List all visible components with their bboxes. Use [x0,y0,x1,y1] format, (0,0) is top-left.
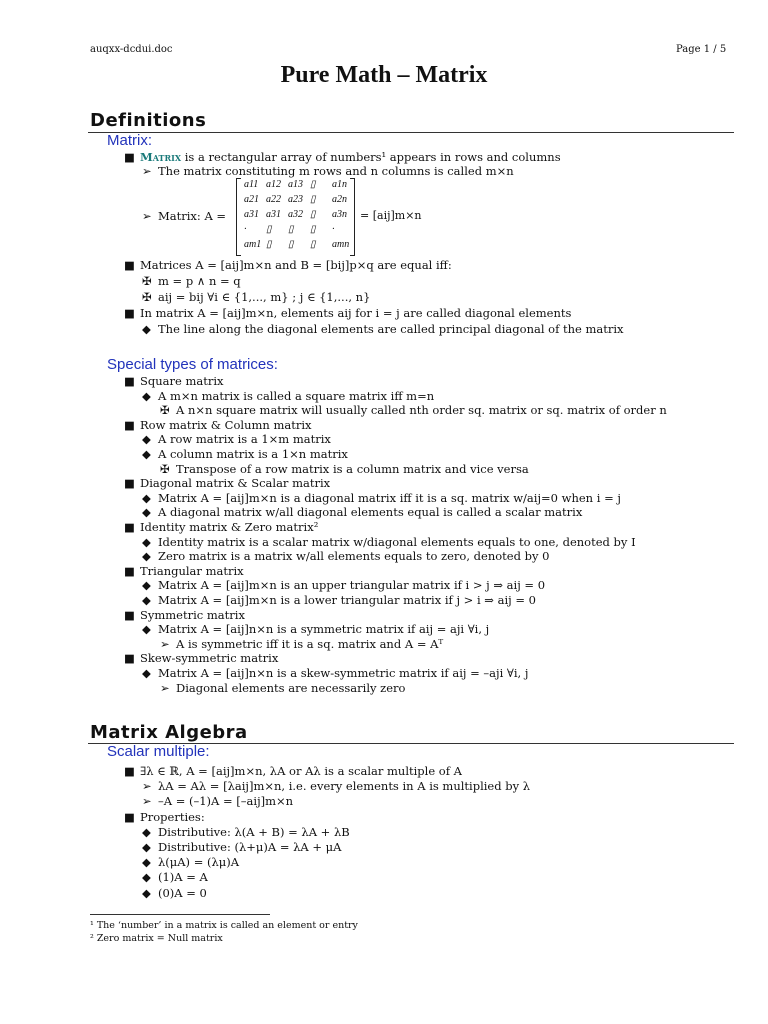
list-text: ∃λ ∈ ℝ, A = [aij]m×n, λA or Aλ is a scalar multiple of A [140,764,462,778]
matrix-cell: ▯ [310,194,316,205]
cross-bullet-icon: ✠ [142,274,152,288]
diamond-bullet-icon: ◆ [142,666,151,680]
diamond-bullet-icon: ◆ [142,322,151,336]
list-item [124,418,312,432]
list-text: A column matrix is a 1×n matrix [158,447,348,461]
bullet-square-icon: ■ [124,476,135,491]
list-item [142,549,549,563]
list-text: Zero matrix is a matrix w/all elements equals to zero, denoted by 0 [158,549,550,564]
subheading-scalar-multiple: Scalar multiple: [107,743,210,760]
matrix-cell: a23 [288,194,303,205]
cross-bullet-icon: ✠ [160,403,170,418]
bullet-square-icon: ■ [124,809,135,824]
diamond-bullet-icon: ◆ [142,432,151,447]
list-item [142,840,341,854]
diamond-bullet-icon: ◆ [142,870,151,885]
list-text: Symmetric matrix [140,607,245,622]
list-text: Square matrix [140,374,224,388]
list-item [142,389,434,403]
list-item [124,374,224,388]
arrow-bullet-icon: ➢ [142,209,152,223]
footnote-separator [90,914,270,915]
list-item [142,779,530,793]
matrix-cell: a32 [288,209,303,220]
list-item [160,462,529,476]
list-item [142,535,636,549]
list-item [160,637,443,651]
cross-bullet-icon: ✠ [160,461,170,476]
matrix-cell: · [332,224,335,235]
keyword-matrix: Matrix [140,150,182,164]
section-heading-matrix-algebra: Matrix Algebra [90,722,248,743]
bullet-square-icon: ■ [124,563,135,578]
list-text: aij = bij ∀i ∈ {1,..., m} ; j ∈ {1,..., n} [158,290,371,304]
matrix-cell: a12 [266,179,281,190]
list-text: The line along the diagonal elements are called principal diagonal of the matrix [158,322,624,336]
matrix-cell: ▯ [288,239,294,250]
diamond-bullet-icon: ◆ [142,447,151,461]
page-title: Pure Math – Matrix [280,62,488,88]
list-item [142,855,239,869]
diamond-bullet-icon: ◆ [142,593,151,607]
diamond-bullet-icon: ◆ [142,578,151,593]
list-item [142,825,350,839]
list-item [124,764,462,778]
list-text: A n×n square matrix will usually called nth order sq. matrix or sq. matrix of order n [176,403,667,418]
list-item [142,505,582,519]
matrix-cell: a13 [288,179,303,190]
list-text: Transpose of a row matrix is a column matrix and vice versa [176,461,529,476]
list-item [142,794,293,808]
list-item [142,447,348,461]
cross-bullet-icon: ✠ [142,290,152,304]
list-text: Row matrix & Column matrix [140,417,312,432]
list-text: Skew-symmetric matrix [140,651,279,666]
list-text: In matrix A = [aij]m×n, elements aij for i = j are called diagonal elements [140,306,572,320]
diamond-bullet-icon: ◆ [142,534,151,549]
list-text: (1)A = A [158,870,208,885]
list-text: (0)A = 0 [158,885,207,900]
list-item [124,258,452,272]
list-item [124,810,205,824]
list-item [142,164,514,178]
matrix-cell: a22 [266,194,281,205]
list-text: Matrix A = [aij]n×n is a symmetric matrix if aij = aji ∀i, j [158,622,490,637]
list-text: –A = (–1)A = [–aij]m×n [158,794,294,809]
matrix-cell: a3n [332,209,347,220]
section-heading-definitions: Definitions [90,110,207,131]
footnote-2: ² Zero matrix = Null matrix [90,933,223,944]
list-item [124,651,278,665]
matrix-cell: ▯ [310,239,316,250]
matrix-cell: ▯ [266,239,272,250]
left-bracket [236,178,241,256]
arrow-bullet-icon: ➢ [142,794,152,809]
list-text: Triangular matrix [140,563,244,578]
page-number: Page 1 / 5 [676,44,727,55]
list-item [142,886,207,900]
matrix-cell: ▯ [288,224,294,235]
bullet-square-icon: ■ [124,150,135,164]
bullet-square-icon: ■ [124,258,135,272]
matrix-cell: ▯ [266,224,272,235]
matrix-rhs: = [aij]m×n [360,209,422,222]
matrix-cell: a1n [332,179,347,190]
list-text: Matrix A = [aij]n×n is a skew-symmetric matrix if aij = –aji ∀i, j [158,666,529,680]
bullet-square-icon: ■ [124,764,135,778]
diamond-bullet-icon: ◆ [142,490,151,505]
matrix-label: Matrix: A = [158,209,227,223]
list-text: Properties: [140,809,205,824]
list-item [142,290,370,304]
arrow-bullet-icon: ➢ [142,164,152,178]
list-item [160,403,667,417]
diamond-bullet-icon: ◆ [142,840,151,854]
list-text: λA = Aλ = [λaij]m×n, i.e. every elements in A is multiplied by λ [158,779,531,794]
list-item [142,622,489,636]
bullet-square-icon: ■ [124,374,135,388]
list-text: Matrices A = [aij]m×n and B = [bij]p×q are equal iff: [140,258,452,272]
diamond-bullet-icon: ◆ [142,622,151,637]
list-item [142,491,621,505]
list-text: A is symmetric iff it is a sq. matrix and A = Aᵀ [176,636,444,651]
list-item [142,432,331,446]
matrix-cell: a21 [244,194,259,205]
list-item [124,306,571,320]
list-text: Distributive: (λ+μ)A = λA + μA [158,840,342,854]
section-rule [88,132,734,133]
matrix-cell: am1 [244,239,262,250]
bullet-square-icon: ■ [124,417,135,432]
list-item [142,578,545,592]
list-item [142,274,241,288]
list-item [124,520,318,534]
matrix-display [236,178,356,256]
arrow-bullet-icon: ➢ [142,779,152,794]
list-item [142,593,536,607]
matrix-cell: ▯ [310,209,316,220]
arrow-bullet-icon: ➢ [160,680,170,695]
list-item [142,209,226,223]
list-item [124,476,330,490]
definition-text: is a rectangular array of numbers¹ appears in rows and columns [181,150,561,164]
matrix-cell: · [244,224,247,235]
matrix-cell: amn [332,239,350,250]
list-text: m = p ∧ n = q [158,274,241,288]
list-item [142,666,528,680]
list-text: The matrix constituting m rows and n columns is called m×n [158,164,514,178]
list-text: A diagonal matrix w/all diagonal elements equal is called a scalar matrix [158,505,583,520]
list-item [142,322,624,336]
list-text: Matrix A = [aij]m×n is a diagonal matrix iff it is a sq. matrix w/aij=0 when i = j [158,490,621,505]
list-text: Diagonal matrix & Scalar matrix [140,476,331,491]
footnote-1: ¹ The ‘number’ in a matrix is called an element or entry [90,920,358,931]
bullet-square-icon: ■ [124,607,135,622]
matrix-cell: ▯ [310,179,316,190]
list-text: λ(μA) = (λμ)A [158,855,240,870]
bullet-square-icon: ■ [124,306,135,320]
matrix-cell: a31 [244,209,259,220]
list-text: Matrix A = [aij]m×n is an upper triangular matrix if i > j ⇒ aij = 0 [158,578,546,593]
list-text: A m×n matrix is called a square matrix iff m=n [158,388,435,403]
list-item [142,870,208,884]
list-text: Identity matrix is a scalar matrix w/diagonal elements equals to one, denoted by I [158,534,636,549]
matrix-cell: ▯ [310,224,316,235]
diamond-bullet-icon: ◆ [142,855,151,870]
list-item [124,564,244,578]
diamond-bullet-icon: ◆ [142,885,151,900]
matrix-cell: a11 [244,179,259,190]
list-text: Diagonal elements are necessarily zero [176,680,406,695]
bullet-square-icon: ■ [124,520,135,534]
list-item [124,608,245,622]
list-text: Matrix A = [aij]m×n is a lower triangular matrix if j > i ⇒ aij = 0 [158,593,536,607]
matrix-cell: a2n [332,194,347,205]
list-text: Distributive: λ(A + B) = λA + λB [158,824,350,839]
diamond-bullet-icon: ◆ [142,549,151,564]
list-text: A row matrix is a 1×m matrix [158,432,331,447]
bullet-square-icon: ■ [124,651,135,666]
diamond-bullet-icon: ◆ [142,824,151,839]
subheading-matrix: Matrix: [107,132,152,149]
document-filename: auqxx-dcdui.doc [90,44,173,55]
list-text: Identity matrix & Zero matrix² [140,520,319,534]
subheading-special-types: Special types of matrices: [107,356,278,373]
list-item [124,150,561,164]
diamond-bullet-icon: ◆ [142,388,151,403]
right-bracket [350,178,355,256]
list-item [160,681,405,695]
matrix-cell: a31 [266,209,281,220]
matrix-cells [244,179,354,253]
diamond-bullet-icon: ◆ [142,505,151,520]
arrow-bullet-icon: ➢ [160,636,170,651]
